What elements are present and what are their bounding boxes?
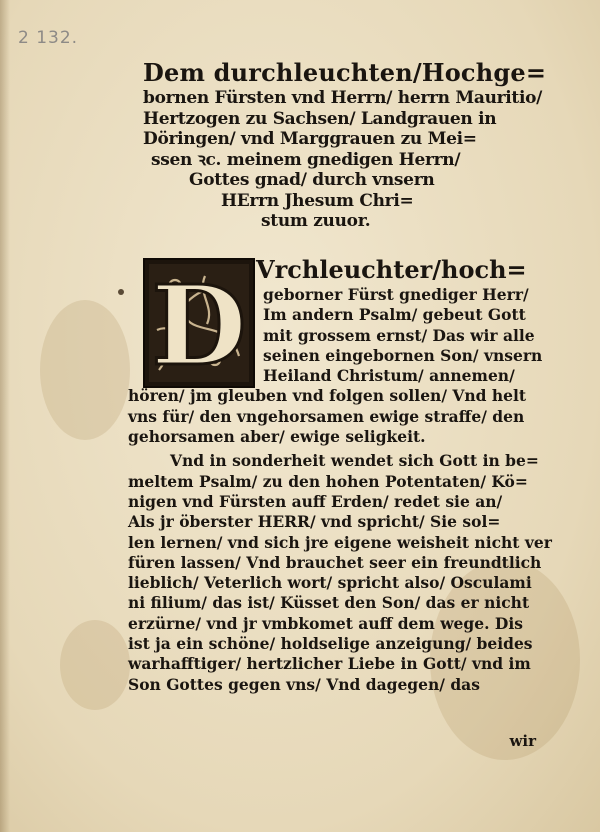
initial-letter: D (151, 261, 247, 386)
body-line: Heiland Christum/ annemen/ (263, 366, 515, 386)
body-line: ist ja ein schöne/ holdselige anzeigung/ beides (128, 634, 533, 654)
dedication-line: ssen ꝛc. meinem gnedigen Herrn/ (151, 149, 461, 170)
paper-stain (40, 300, 130, 440)
body-line: lieblich/ Veterlich wort/ spricht also/ Osculami (128, 573, 532, 593)
body-line: vns für/ den vngehorsamen ewige straffe/ den (128, 406, 525, 426)
body-line: nigen vnd Fürsten auff Erden/ redet sie an/ (128, 491, 503, 511)
body-line: füren lassen/ Vnd brauchet seer ein freundtlich (128, 552, 542, 572)
body-line: Im andern Psalm/ gebeut Gott (263, 305, 526, 325)
dedication-line: Döringen/ vnd Marggrauen zu Mei= (143, 129, 477, 149)
page-edge-shadow (0, 0, 10, 832)
catchword: wir (509, 732, 536, 750)
body-line: meltem Psalm/ zu den hohen Potentaten/ Kö= (128, 471, 528, 491)
body-line: warhafftiger/ hertzlicher Liebe in Gott/ vnd im (128, 654, 531, 674)
body-line: hören/ jm gleuben vnd folgen sollen/ Vnd helt (128, 386, 527, 406)
body-line: seinen eingebornen Son/ vnsern (263, 345, 543, 365)
body-line: geborner Fürst gnediger Herr/ (263, 285, 529, 304)
body-line: Als jr öberster HERR/ vnd spricht/ Sie sol= (128, 512, 501, 532)
dedication-line: HErrn Jhesum Chri= (221, 190, 414, 211)
dedication-line: bornen Fürsten vnd Herrn/ herrn Mauritio/ (143, 88, 543, 108)
body-line: mit grossem ernst/ Das wir alle (263, 325, 535, 345)
dedication-line: Gottes gnad/ durch vnsern (189, 170, 435, 190)
body-first-line: Vrchleuchter/hoch= (256, 255, 527, 284)
pencil-note: 2 132. (18, 28, 79, 48)
dedication-line: stum zuuor. (261, 211, 371, 231)
body-line: ni filium/ das ist/ Küsset den Son/ das er nicht (128, 593, 530, 613)
dedication-line: Hertzogen zu Sachsen/ Landgrauen in (143, 108, 497, 129)
body-line: gehorsamen aber/ ewige seligkeit. (128, 427, 426, 447)
dedication-block (143, 58, 573, 232)
body-text (128, 255, 552, 695)
pin-hole (118, 289, 124, 295)
body-line: len lernen/ vnd sich jre eigene weisheit nicht ver (128, 532, 552, 552)
dedication-line: Dem durchleuchten/Hochge= (143, 58, 547, 87)
body-line: erzürne/ vnd jr vmbkomet auff dem wege. Dis (128, 613, 523, 633)
body-line: Vnd in sonderheit wendet sich Gott in be= (170, 451, 539, 471)
body-line: Son Gottes gegen vns/ Vnd dagegen/ das (128, 674, 480, 694)
paper-stain (60, 620, 130, 710)
